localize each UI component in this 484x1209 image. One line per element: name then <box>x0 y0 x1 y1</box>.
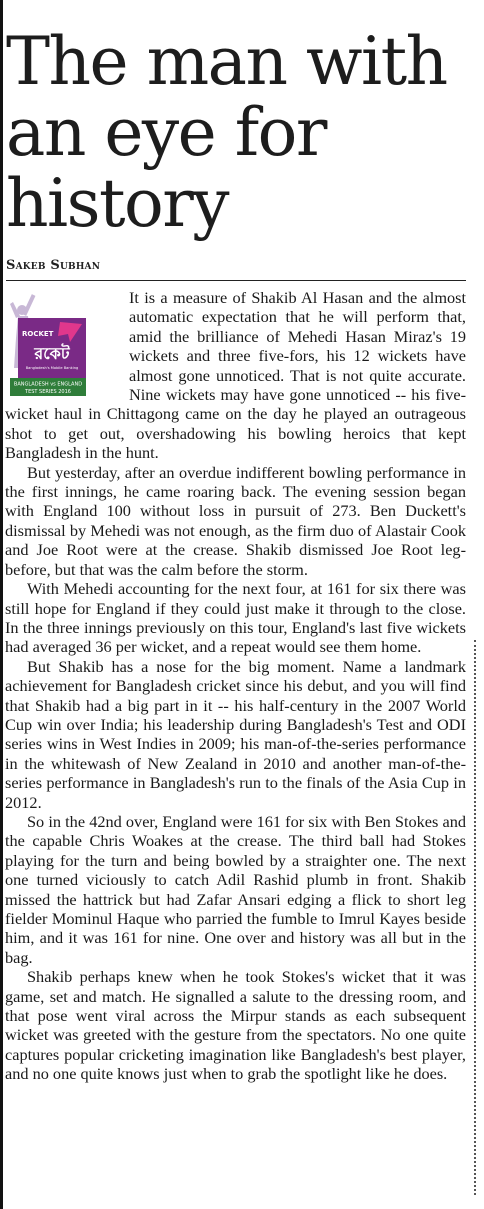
article-paragraph: With Mehedi accounting for the next four, at 161 for six there was still hope for England if they could just make it through to the close. In the three innings previously on this tour, England's last five wickets had averaged 36 per wicket, and a repeat would see them home. <box>5 579 466 657</box>
byline-rule <box>6 280 466 281</box>
article-paragraph: But Shakib has a nose for the big moment. Name a landmark achievement for Bangladesh cricket since his debut, and you will find that Shakib had a big part in it -- his half-century in the 2007 World Cup win over India; his leadership during Bangladesh's Test and ODI series wins in West Indies in 2009; his man-of-the-series performance in the whitewash of New Zealand in 2010 and another man-of-the-series performance in Bangladesh's run to the finals of the Asia Cup in 2012. <box>5 656 466 812</box>
article-body <box>5 288 466 1084</box>
logo-title-top: ROCKET <box>22 330 54 338</box>
column-dotted-divider <box>474 640 476 1195</box>
headline: The man with an eye for history <box>6 23 447 242</box>
logo-title-main: রকেট <box>34 344 70 363</box>
logo-footer-line2: TEST SERIES 2016 <box>25 389 71 395</box>
logo-footer-line1: BANGLADESH vs ENGLAND <box>13 381 83 388</box>
rocket-logo-graphic <box>8 292 88 397</box>
rocket-series-logo <box>8 292 88 397</box>
article-paragraph: So in the 42nd over, England were 161 for six with Ben Stokes and the capable Chris Woakes at the crease. The third ball had Stokes playing for the turn and being bowled by a straighter one. The next one turned viciously to catch Adil Rashid plumb in front. Shakib missed the hattrick but had Zafar Ansari edging a flick to short leg fielder Mominul Haque who parried the fumble to Imrul Kayes beside him, and it was 161 for nine. One over and history was all but in the bag. <box>5 811 466 967</box>
byline: Sakeb Subhan <box>6 258 101 273</box>
logo-tagline: Bangladesh's Mobile Banking <box>25 366 79 370</box>
article-paragraph: But yesterday, after an overdue indifferent bowling performance in the first innings, he came roaring back. The evening session began with England 100 without loss in pursuit of 273. Ben Duckett's dismissal by Mehedi was not enough, as the firm duo of Alastair Cook and Joe Root were at the crease. Shakib dismissed Joe Root leg-before, but that was the calm before the storm. <box>5 462 466 579</box>
article-paragraph: It is a measure of Shakib Al Hasan and the almost automatic expectation that he will perform that, amid the brilliance of Mehedi Hasan Miraz's 19 wickets and three five-fors, his 12 wickets have almost gone unnoticed. That is not quite accurate. Nine wickets may have gone unnoticed -- his five-wicket haul in Chittagong came on the day he played an outrageous shot to get out, overshadowing his bowling heroics that kept Bangladesh in the hunt. <box>5 288 466 463</box>
left-column-rule <box>0 0 3 1209</box>
article-paragraph: Shakib perhaps knew when he took Stokes's wicket that it was game, set and match. He signalled a salute to the dressing room, and that pose went viral across the Mirpur stands as each subsequent wicket was greeted with the gesture from the spectators. No one quite captures popular cricketing imagination like Bangladesh's best player, and no one quite knows just when to grab the spotlight like he does. <box>5 967 466 1084</box>
